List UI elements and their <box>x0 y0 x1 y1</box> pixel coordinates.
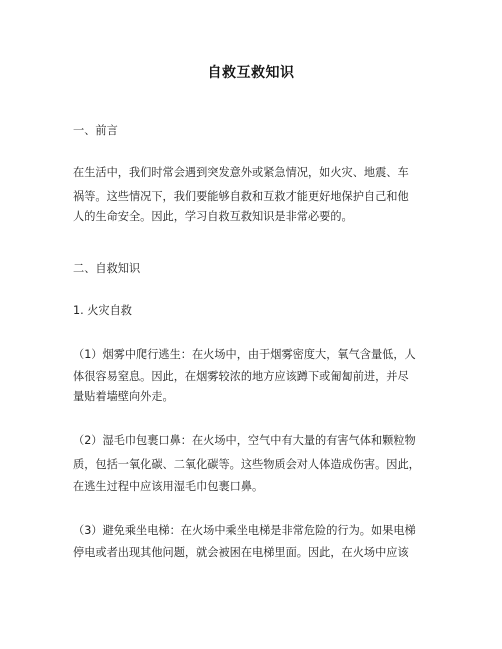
paragraph-line: （3）避免乘坐电梯：在火场中乘坐电梯是非常危险的行为。如果电梯 <box>73 524 416 537</box>
page-title: 自救互救知识 <box>207 65 295 81</box>
paragraph-line: 量贴着墙壁向外走。 <box>73 390 174 403</box>
section-heading-preface: 一、前言 <box>73 124 118 137</box>
paragraph-line: 质，包括一氧化碳、二氧化碳等。这些物质会对人体造成伤害。因此， <box>73 458 420 471</box>
paragraph-line: 在逃生过程中应该用湿毛巾包裹口鼻。 <box>73 480 264 493</box>
paragraph-line: （1）烟雾中爬行逃生：在火场中，由于烟雾密度大，氧气含量低，人 <box>73 348 416 361</box>
subsection-heading-fire: 1. 火灾自救 <box>73 304 132 317</box>
paragraph-line: 人的生命安全。因此，学习自救互救知识是非常必要的。 <box>73 210 353 223</box>
paragraph-line: 祸等。这些情况下，我们要能够自救和互救才能更好地保护自己和他 <box>73 190 409 203</box>
paragraph-line: 在生活中，我们时常会遇到突发意外或紧急情况，如火灾、地震、车 <box>73 166 409 179</box>
paragraph-line: （2）湿毛巾包裹口鼻：在火场中，空气中有大量的有害气体和颗粒物 <box>73 434 416 447</box>
paragraph-line: 体很容易窒息。因此，在烟雾较浓的地方应该蹲下或匍匐前进，并尽 <box>73 370 409 383</box>
section-heading-self-rescue: 二、自救知识 <box>73 262 141 275</box>
paragraph-line: 停电或者出现其他问题，就会被困在电梯里面。因此，在火场中应该 <box>73 546 409 559</box>
